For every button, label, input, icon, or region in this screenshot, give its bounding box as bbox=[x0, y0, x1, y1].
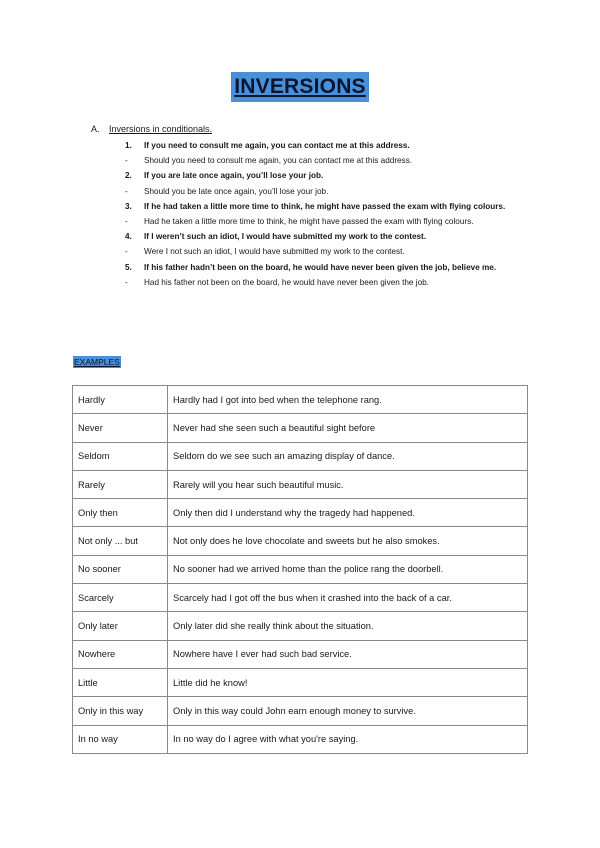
inverted-sentence bbox=[125, 244, 527, 259]
table-row bbox=[73, 414, 528, 442]
table-row bbox=[73, 584, 528, 612]
inverted-sentence bbox=[125, 184, 527, 199]
adverb-cell: Only then bbox=[73, 499, 168, 527]
table-row bbox=[73, 640, 528, 668]
section-letter: A. bbox=[91, 124, 100, 134]
list-marker: 1. bbox=[125, 141, 132, 150]
sentence-cell: Hardly had I got into bed when the telephone rang. bbox=[168, 386, 528, 414]
adverb-cell: Seldom bbox=[73, 442, 168, 470]
page-title: INVERSIONS bbox=[231, 72, 369, 102]
adverb-cell: Only later bbox=[73, 612, 168, 640]
table-row bbox=[73, 697, 528, 725]
conditional-sentence bbox=[125, 260, 527, 275]
conditional-sentence bbox=[125, 168, 527, 183]
adverb-cell: Little bbox=[73, 668, 168, 696]
conditional-sentence bbox=[125, 229, 527, 244]
examples-label: EXAMPLES bbox=[74, 357, 120, 367]
table-row bbox=[73, 442, 528, 470]
sentence-cell: Rarely will you hear such beautiful music. bbox=[168, 470, 528, 498]
table-row bbox=[73, 612, 528, 640]
sentence-cell: Not only does he love chocolate and sweets but he also smokes. bbox=[168, 527, 528, 555]
section-heading-text: Inversions in conditionals. bbox=[109, 124, 213, 134]
table-row bbox=[73, 470, 528, 498]
sentence-cell: Scarcely had I got off the bus when it crashed into the back of a car. bbox=[168, 584, 528, 612]
sentence-cell: Never had she seen such a beautiful sight before bbox=[168, 414, 528, 442]
inverted-sentence bbox=[125, 214, 527, 229]
sentence-cell: Little did he know! bbox=[168, 668, 528, 696]
list-item-text: Should you be late once again, you’ll lose your job. bbox=[144, 186, 329, 196]
title-block bbox=[0, 72, 600, 102]
adverb-cell: Not only ... but bbox=[73, 527, 168, 555]
table-row bbox=[73, 725, 528, 753]
sentence-cell: In no way do I agree with what you're saying. bbox=[168, 725, 528, 753]
list-marker: 4. bbox=[125, 232, 132, 242]
examples-table bbox=[72, 385, 528, 754]
list-item-text: If I weren’t such an idiot, I would have submitted my work to the contest. bbox=[144, 232, 427, 242]
list-marker: - bbox=[125, 277, 128, 287]
list-marker: - bbox=[125, 186, 128, 196]
list-marker: - bbox=[125, 156, 128, 166]
list-item-text: Had his father not been on the board, he would have never been given the job. bbox=[144, 277, 429, 287]
adverb-cell: Only in this way bbox=[73, 697, 168, 725]
list-marker: 3. bbox=[125, 201, 132, 211]
list-marker: - bbox=[125, 217, 128, 227]
conditional-list bbox=[125, 138, 527, 290]
adverb-cell: Rarely bbox=[73, 470, 168, 498]
adverb-cell: In no way bbox=[73, 725, 168, 753]
adverb-cell: Scarcely bbox=[73, 584, 168, 612]
list-marker: 5. bbox=[125, 262, 132, 272]
list-marker: 2. bbox=[125, 171, 132, 181]
list-item-text: If you are late once again, you’ll lose your job. bbox=[144, 171, 324, 181]
sentence-cell: Only in this way could John earn enough money to survive. bbox=[168, 697, 528, 725]
sentence-cell: Seldom do we see such an amazing display of dance. bbox=[168, 442, 528, 470]
table-row bbox=[73, 386, 528, 414]
list-marker: - bbox=[125, 247, 128, 257]
inverted-sentence bbox=[125, 275, 527, 290]
conditional-sentence bbox=[125, 199, 527, 214]
adverb-cell: Nowhere bbox=[73, 640, 168, 668]
conditional-sentence bbox=[125, 138, 527, 153]
adverb-cell: Never bbox=[73, 414, 168, 442]
table-row bbox=[73, 499, 528, 527]
sentence-cell: No sooner had we arrived home than the police rang the doorbell. bbox=[168, 555, 528, 583]
list-item-text: Had he taken a little more time to think, he might have passed the exam with flying colours. bbox=[144, 217, 474, 227]
adverb-cell: Hardly bbox=[73, 386, 168, 414]
sentence-cell: Only later did she really think about the situation. bbox=[168, 612, 528, 640]
section-heading bbox=[91, 124, 212, 134]
adverb-cell: No sooner bbox=[73, 555, 168, 583]
table-row bbox=[73, 527, 528, 555]
table-row bbox=[73, 555, 528, 583]
list-item-text: Should you need to consult me again, you can contact me at this address. bbox=[144, 156, 413, 166]
list-item-text: Were I not such an idiot, I would have submitted my work to the contest. bbox=[144, 247, 405, 257]
table-row bbox=[73, 668, 528, 696]
list-item-text: If he had taken a little more time to think, he might have passed the exam with flying colours. bbox=[144, 201, 506, 211]
inverted-sentence bbox=[125, 153, 527, 168]
list-item-text: If his father hadn’t been on the board, he would have never been given the job, believe me. bbox=[144, 262, 497, 272]
sentence-cell: Only then did I understand why the tragedy had happened. bbox=[168, 499, 528, 527]
list-item-text: If you need to consult me again, you can contact me at this address. bbox=[144, 141, 410, 150]
sentence-cell: Nowhere have I ever had such bad service. bbox=[168, 640, 528, 668]
